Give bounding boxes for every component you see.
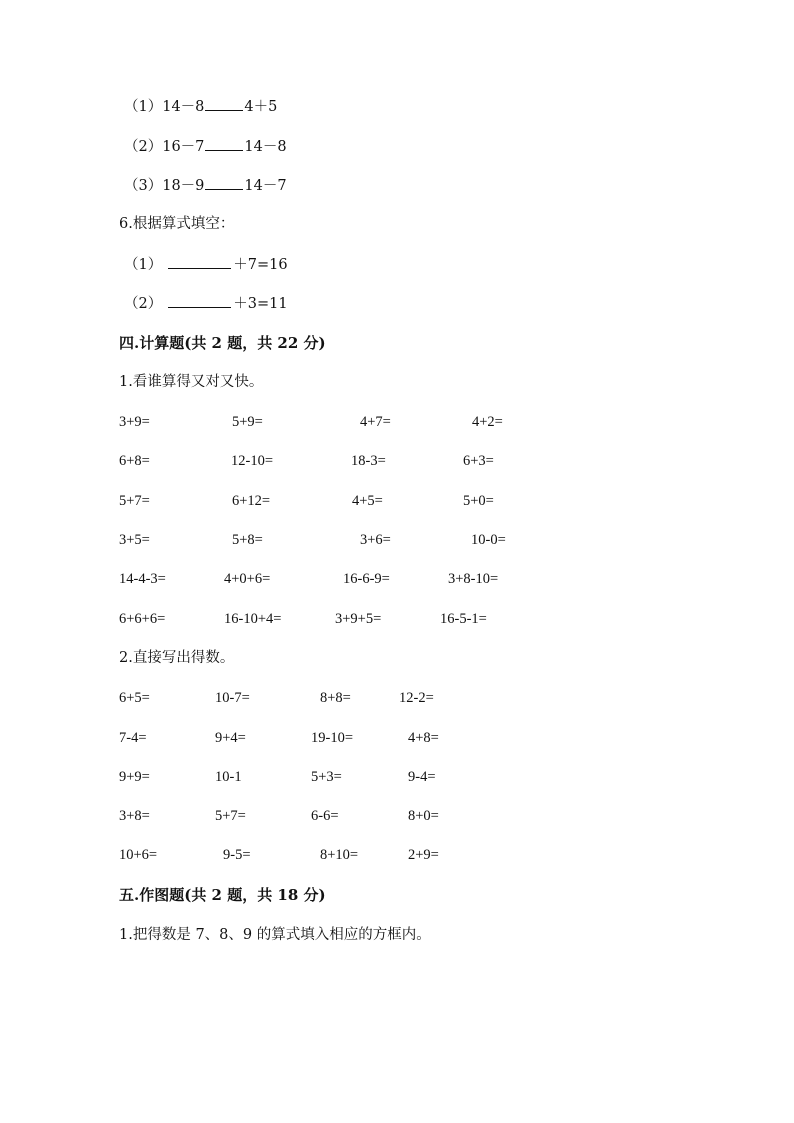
expression-cell: 19-10= bbox=[311, 730, 354, 746]
item-number: （1） bbox=[124, 257, 163, 273]
expression-cell: 10-0= bbox=[471, 532, 506, 548]
section-4-q2-title: 2.直接写出得数。 bbox=[119, 650, 235, 666]
expression-cell: 5+8= bbox=[232, 532, 263, 548]
answer-blank[interactable] bbox=[205, 136, 243, 151]
expression-cell: 18-3= bbox=[351, 453, 386, 469]
expression-cell: 6+12= bbox=[232, 493, 271, 509]
expression-cell: 5+0= bbox=[463, 493, 494, 509]
expression-cell: 4+5= bbox=[352, 493, 383, 509]
expression-cell: 6-6= bbox=[311, 808, 339, 824]
left-expression: 18－9 bbox=[162, 178, 205, 194]
left-expression: 14－8 bbox=[162, 99, 205, 115]
expression-cell: 5+7= bbox=[119, 493, 150, 509]
expression-cell: 3+6= bbox=[360, 532, 391, 548]
fill-item-1 bbox=[124, 254, 288, 275]
section-5-heading: 五.作图题(共 2 题，共 18 分) bbox=[119, 886, 326, 904]
expression-cell: 12-2= bbox=[399, 690, 434, 706]
expression-cell: 10+6= bbox=[119, 847, 158, 863]
expression-cell: 3+5= bbox=[119, 532, 150, 548]
item-number: （3） bbox=[124, 178, 163, 194]
expression-cell: 6+5= bbox=[119, 690, 150, 706]
expression-cell: 7-4= bbox=[119, 730, 147, 746]
left-expression: 16－7 bbox=[162, 139, 205, 155]
expression-cell: 9-4= bbox=[408, 769, 436, 785]
compare-item-3 bbox=[124, 175, 287, 196]
compare-item-2 bbox=[124, 136, 287, 157]
expression-cell: 10-1 bbox=[215, 769, 242, 785]
expression-cell: 6+6+6= bbox=[119, 611, 166, 627]
right-expression: 14－7 bbox=[244, 178, 287, 194]
expression-cell: 9+9= bbox=[119, 769, 150, 785]
fill-item-2 bbox=[124, 293, 288, 314]
expression-cell: 9+4= bbox=[215, 730, 246, 746]
expression-cell: 8+8= bbox=[320, 690, 351, 706]
expression-cell: 6+8= bbox=[119, 453, 150, 469]
compare-item-1 bbox=[124, 96, 277, 117]
item-number: （1） bbox=[124, 99, 163, 115]
expression-cell: 3+8= bbox=[119, 808, 150, 824]
item-number: （2） bbox=[124, 296, 163, 312]
item-number: （2） bbox=[124, 139, 163, 155]
expression-cell: 16-6-9= bbox=[343, 571, 390, 587]
expression-cell: 5+7= bbox=[215, 808, 246, 824]
expression-cell: 5+3= bbox=[311, 769, 342, 785]
question-6-title: 6.根据算式填空： bbox=[119, 216, 235, 232]
expression-cell: 8+0= bbox=[408, 808, 439, 824]
expression-rest: ＋7=16 bbox=[233, 257, 288, 273]
right-expression: 14－8 bbox=[244, 139, 287, 155]
expression-cell: 4+2= bbox=[472, 414, 503, 430]
right-expression: 4＋5 bbox=[244, 99, 278, 115]
expression-cell: 6+3= bbox=[463, 453, 494, 469]
expression-cell: 4+8= bbox=[408, 730, 439, 746]
section-4-q1-title: 1.看谁算得又对又快。 bbox=[119, 374, 264, 390]
expression-rest: ＋3=11 bbox=[233, 296, 288, 312]
expression-cell: 16-5-1= bbox=[440, 611, 487, 627]
section-5-q1-title: 1.把得数是 7、8、9 的算式填入相应的方框内。 bbox=[119, 927, 431, 943]
expression-cell: 10-7= bbox=[215, 690, 250, 706]
answer-blank[interactable] bbox=[205, 175, 243, 190]
answer-blank[interactable] bbox=[168, 254, 231, 269]
expression-cell: 3+9= bbox=[119, 414, 150, 430]
expression-cell: 16-10+4= bbox=[224, 611, 282, 627]
answer-blank[interactable] bbox=[168, 293, 231, 308]
expression-cell: 12-10= bbox=[231, 453, 274, 469]
expression-cell: 2+9= bbox=[408, 847, 439, 863]
expression-cell: 14-4-3= bbox=[119, 571, 166, 587]
expression-cell: 3+8-10= bbox=[448, 571, 499, 587]
section-4-heading: 四.计算题(共 2 题，共 22 分) bbox=[119, 334, 326, 352]
expression-cell: 5+9= bbox=[232, 414, 263, 430]
answer-blank[interactable] bbox=[205, 96, 243, 111]
expression-cell: 9-5= bbox=[223, 847, 251, 863]
expression-cell: 4+7= bbox=[360, 414, 391, 430]
expression-cell: 4+0+6= bbox=[224, 571, 271, 587]
expression-cell: 3+9+5= bbox=[335, 611, 382, 627]
expression-cell: 8+10= bbox=[320, 847, 359, 863]
